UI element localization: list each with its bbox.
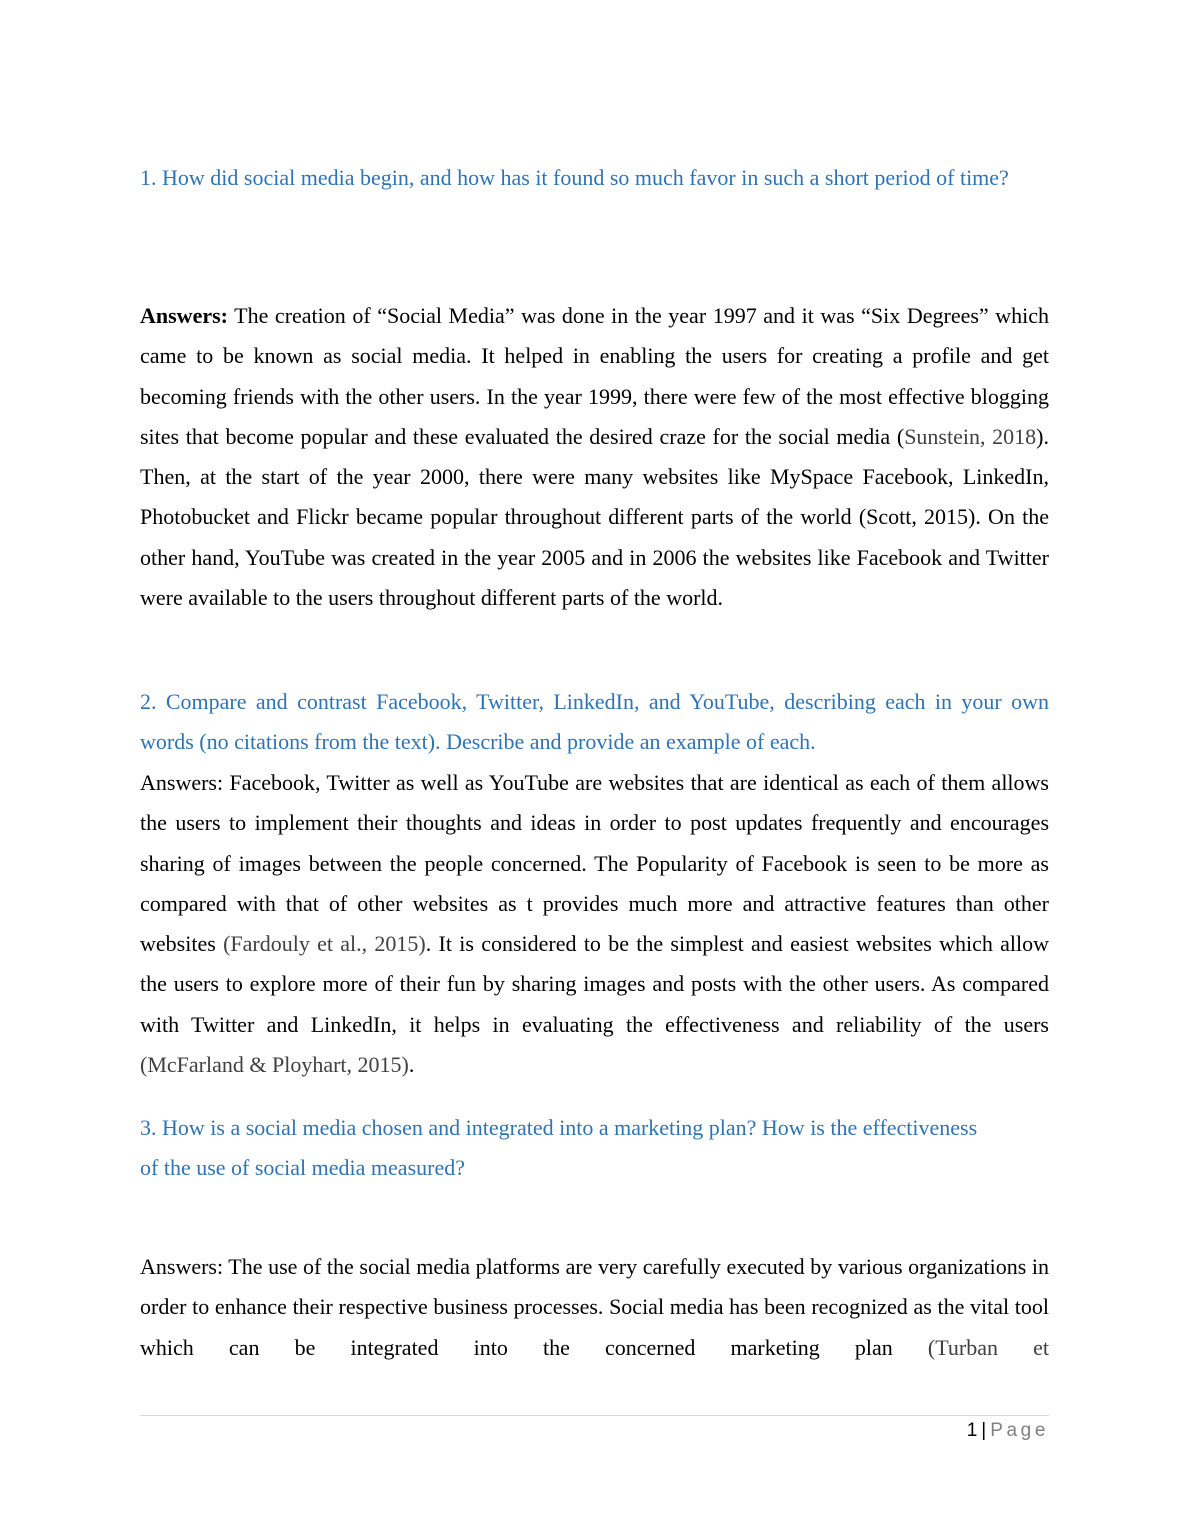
question-2-text: 2. Compare and contrast Facebook, Twitter, LinkedIn, and YouTube, describing each in your own words (no citations from the text). Describe and provide an example of each.	[140, 689, 1049, 755]
question-3-line-2: of the use of social media measured?	[140, 1155, 465, 1181]
answer-2-text-a: Answers: Facebook, Twitter as well as YouTube are websites that are identical as each of them allows the users to implement their thoughts and ideas in order to post updates frequently and encourages sharing of images between the people concerned. The Popularity of Facebook is seen to be more as compared with that of other websites as t provides much more and attractive features than other websites	[140, 770, 1049, 957]
question-1-text: 1. How did social media begin, and how has it found so much favor in such a short period of time?	[140, 165, 1009, 190]
footer-separator: |	[981, 1420, 987, 1441]
question-1	[140, 158, 1049, 198]
page-footer	[967, 1418, 1049, 1444]
page-label: Page	[990, 1420, 1049, 1441]
answer-2-text-c: .	[408, 1052, 415, 1078]
answer-3	[140, 1247, 1049, 1368]
question-2	[140, 682, 1049, 763]
answer-2-text-b: . It is considered to be the simplest and easiest websites which allow the users to explore more of their fun by sharing images and posts with the other users. As compared with Twitter and LinkedIn, it helps in evaluating the effectiveness and reliability of the users	[140, 931, 1049, 1037]
answer-2	[140, 763, 1049, 1085]
question-3	[140, 1108, 1049, 1189]
question-3-line-1: 3. How is a social media chosen and integrated into a marketing plan? How is the effectiveness	[140, 1115, 978, 1140]
footer-divider	[140, 1415, 1049, 1416]
answer-1-text-b: ). Then, at the start of the year 2000, there were many websites like MySpace Facebook, LinkedIn, Photobucket and Flickr became popular throughout different parts of the world (Scott, 2015). On the other hand, YouTube was created in the year 2005 and in 2006 the websites like Facebook and Twitter were available to the users throughout different parts of the world.	[140, 423, 1049, 611]
citation-sunstein: Sunstein, 2018	[904, 423, 1037, 449]
answer-1-label: Answers:	[140, 303, 228, 328]
answer-1	[140, 296, 1049, 618]
citation-turban: (Turban et	[927, 1334, 1049, 1360]
citation-fardouly: (Fardouly et al., 2015)	[223, 931, 426, 957]
citation-mcfarland: (McFarland & Ployhart, 2015)	[140, 1052, 409, 1078]
answer-1-text-a: The creation of “Social Media” was done in the year 1997 and it was “Six Degrees” which came to be known as social media. It helped in enabling the users for creating a profile and get becoming friends with the other users. In the year 1999, there were few of the most effective blogging sites that become popular and these evaluated the desired craze for the social media (	[140, 303, 1049, 449]
page-number: 1	[966, 1420, 978, 1441]
answer-3-text-a: Answers: The use of the social media platforms are very carefully executed by various organizations in order to enhance their respective business processes. Social media has been recognized as the vital tool which can be integrated into the concerned marketing plan	[140, 1254, 1049, 1360]
